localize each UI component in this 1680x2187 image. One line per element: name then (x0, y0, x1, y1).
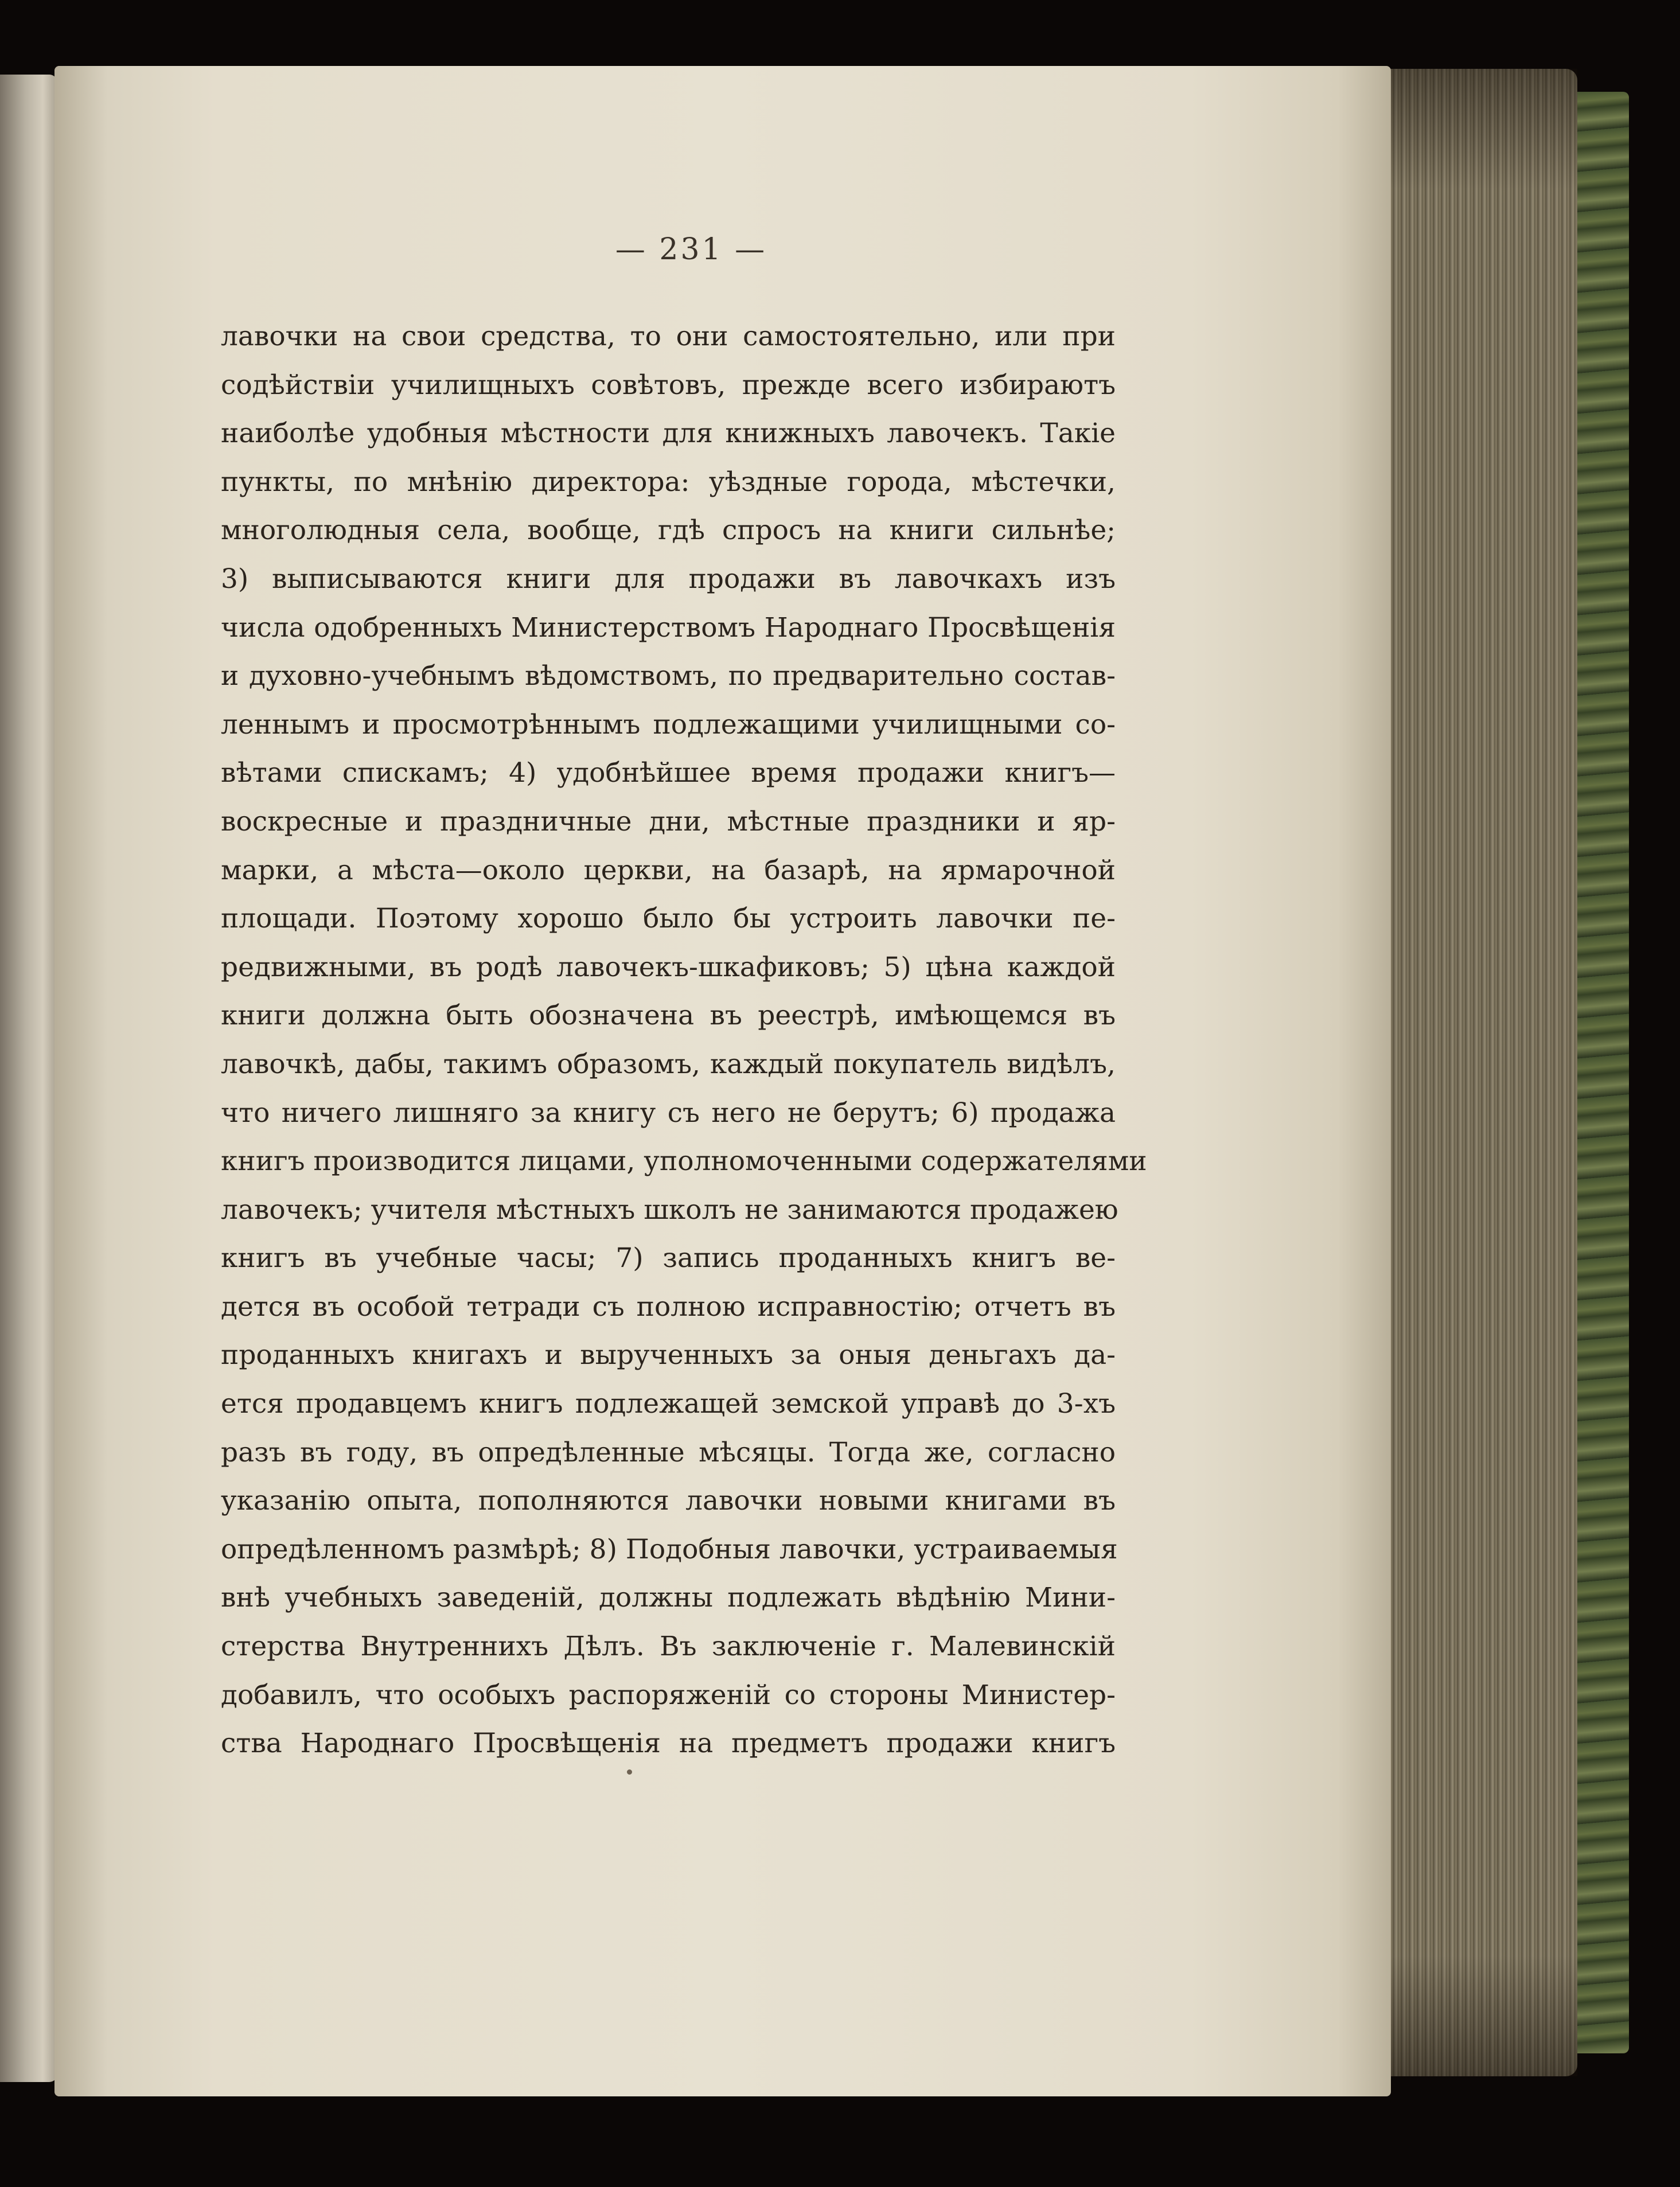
text-line: вѣтами спискамъ; 4) удобнѣйшее время продажи книгъ— (221, 757, 1116, 789)
text-line: добавилъ, что особыхъ распоряженій со стороны Министер- (221, 1679, 1116, 1711)
body-text (221, 313, 1147, 1768)
text-line: лавочекъ; учителя мѣстныхъ школъ не занимаются продажею (221, 1194, 1118, 1226)
text-line: наиболѣе удобныя мѣстности для книжныхъ лавочекъ. Такіе (221, 418, 1116, 450)
text-line: ства Народнаго Просвѣщенія на предметъ продажи книгъ (221, 1728, 1116, 1760)
book-cover-edge (1572, 92, 1629, 2053)
text-line: содѣйствіи училищныхъ совѣтовъ, прежде всего избираютъ (221, 369, 1116, 401)
page-number: — 231 — (615, 232, 767, 267)
previous-page-edge (0, 75, 57, 2082)
text-line: книги должна быть обозначена въ реестрѣ, имѣющемся въ (221, 1000, 1116, 1032)
text-line: книгъ въ учебные часы; 7) запись проданныхъ книгъ ве- (221, 1242, 1116, 1274)
text-line: книгъ производится лицами, уполномоченными содержателями (221, 1145, 1147, 1178)
text-line: указанію опыта, пополняются лавочки новыми книгами въ (221, 1485, 1116, 1517)
text-line: леннымъ и просмотрѣннымъ подлежащими училищными со- (221, 708, 1116, 740)
page-block-edges (1382, 69, 1577, 2076)
text-line: проданныхъ книгахъ и вырученныхъ за оныя деньгахъ да- (221, 1339, 1116, 1371)
text-line: 3) выписываются книги для продажи въ лавочкахъ изъ (221, 563, 1116, 595)
text-line: внѣ учебныхъ заведеній, должны подлежать вѣдѣнію Мини- (221, 1582, 1116, 1614)
text-line: лавочкѣ, дабы, такимъ образомъ, каждый покупатель видѣлъ, (221, 1048, 1116, 1080)
text-line: дется въ особой тетради съ полною исправностію; отчетъ въ (221, 1291, 1116, 1323)
text-line: что ничего лишняго за книгу съ него не берутъ; 6) продажа (221, 1097, 1116, 1129)
text-line: стерства Внутреннихъ Дѣлъ. Въ заключеніе г. Малевинскій (221, 1631, 1116, 1663)
text-line: марки, а мѣста—около церкви, на базарѣ, на ярмарочной (221, 854, 1116, 886)
text-line: лавочки на свои средства, то они самостоятельно, или при (221, 321, 1116, 352)
text-line: ется продавцемъ книгъ подлежащей земской управѣ до 3-хъ (221, 1388, 1116, 1420)
text-line: и духовно-учебнымъ вѣдомствомъ, по предварительно состав- (221, 660, 1116, 692)
text-line: числа одобренныхъ Министерствомъ Народнаго Просвѣщенія (221, 611, 1116, 644)
text-line: редвижными, въ родѣ лавочекъ-шкафиковъ; 5) цѣна каждой (221, 951, 1116, 983)
text-line: площади. Поэтому хорошо было бы устроить лавочки пе- (221, 903, 1116, 935)
text-line: многолюдныя села, вообще, гдѣ спросъ на книги сильнѣе; (221, 514, 1116, 547)
text-line: воскресные и праздничные дни, мѣстные праздники и яр- (221, 805, 1116, 837)
ink-speck (627, 1769, 632, 1775)
text-line: опредѣленномъ размѣрѣ; 8) Подобныя лавочки, устраиваемыя (221, 1533, 1118, 1565)
text-line: пункты, по мнѣнію директора: уѣздные города, мѣстечки, (221, 466, 1116, 498)
text-line: разъ въ году, въ опредѣленные мѣсяцы. Тогда же, согласно (221, 1436, 1116, 1468)
